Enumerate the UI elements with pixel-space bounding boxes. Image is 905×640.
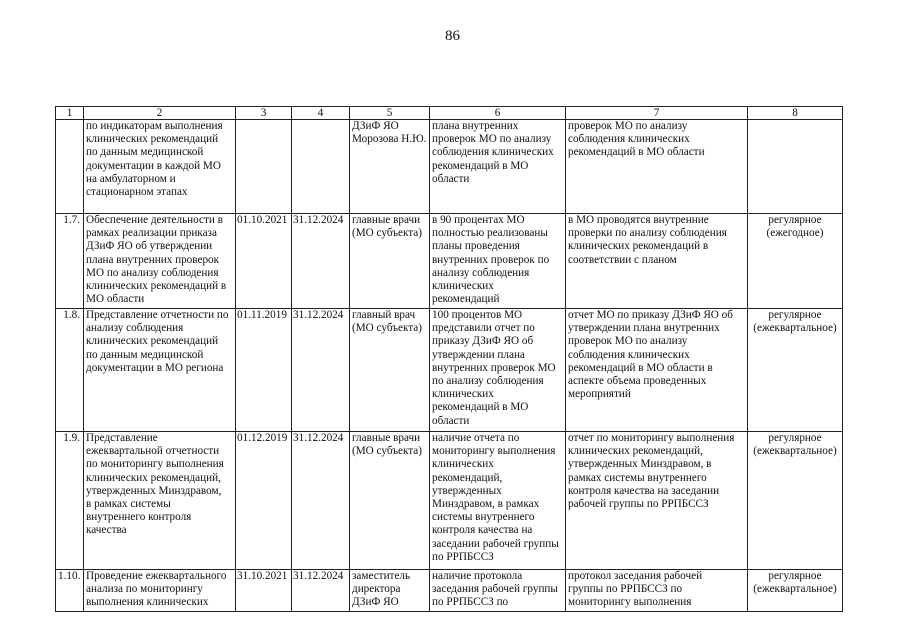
- indicator-cell: плана внутренних проверок МО по анализу соблюдения клинических рекомендаций в МО области: [430, 120, 566, 214]
- start-date-cell: 01.10.2021: [236, 214, 292, 309]
- result-cell: в МО проводятся внутренние проверки по анализу соблюдения клинических рекомендаций в соответствии с планом: [566, 214, 748, 309]
- responsible-cell: главные врачи (МО субъекта): [350, 214, 430, 309]
- table-row: [56, 309, 843, 432]
- task-cell: Проведение ежеквартального анализа по мониторингу выполнения клинических: [84, 570, 236, 612]
- periodicity-cell: [748, 120, 843, 214]
- task-cell: Обеспечение деятельности в рамках реализации приказа ДЗиФ ЯО об утверждении плана внутренних проверок МО по анализу соблюдения клинических рекомендаций в МО области: [84, 214, 236, 309]
- start-date-cell: 01.11.2019: [236, 309, 292, 432]
- column-header: 2: [84, 107, 236, 120]
- column-header: 8: [748, 107, 843, 120]
- result-cell: протокол заседания рабочей группы по РРПБССЗ по мониторингу выполнения: [566, 570, 748, 612]
- result-cell: отчет МО по приказу ДЗиФ ЯО об утверждении плана внутренних проверок МО по анализу соблюдения клинических рекомендаций в МО области в аспекте объема проведенных мероприятий: [566, 309, 748, 432]
- column-header: 6: [430, 107, 566, 120]
- periodicity-cell: регулярное (ежеквартальное): [748, 432, 843, 570]
- indicator-cell: 100 процентов МО представили отчет по приказу ДЗиФ ЯО об утверждении плана внутренних проверок МО по анализу соблюдения клинических рекомендаций в МО области: [430, 309, 566, 432]
- result-cell: проверок МО по анализу соблюдения клинических рекомендаций в МО области: [566, 120, 748, 214]
- responsible-cell: заместитель директора ДЗиФ ЯО: [350, 570, 430, 612]
- table-row: [56, 214, 843, 309]
- periodicity-cell: регулярное (ежегодное): [748, 214, 843, 309]
- end-date-cell: [292, 120, 350, 214]
- table-row: [56, 120, 843, 214]
- end-date-cell: 31.12.2024: [292, 214, 350, 309]
- row-number: [56, 120, 84, 214]
- row-number: 1.9.: [56, 432, 84, 570]
- indicator-cell: наличие протокола заседания рабочей группы по РРПБССЗ по: [430, 570, 566, 612]
- responsible-cell: ДЗиФ ЯО Морозова Н.Ю.: [350, 120, 430, 214]
- responsible-cell: главный врач (МО субъекта): [350, 309, 430, 432]
- task-cell: Представление отчетности по анализу соблюдения клинических рекомендаций по данным медицинской документации в МО региона: [84, 309, 236, 432]
- task-cell: Представление ежеквартальной отчетности по мониторингу выполнения клинических рекомендаций, утвержденных Минздравом, в рамках системы внутреннего контроля качества: [84, 432, 236, 570]
- row-number: 1.8.: [56, 309, 84, 432]
- page-number: 86: [445, 28, 460, 44]
- table-row: [56, 570, 843, 612]
- responsible-cell: главные врачи (МО субъекта): [350, 432, 430, 570]
- start-date-cell: 31.10.2021: [236, 570, 292, 612]
- end-date-cell: 31.12.2024: [292, 432, 350, 570]
- column-number-row: [56, 107, 843, 120]
- column-header: 5: [350, 107, 430, 120]
- column-header: 1: [56, 107, 84, 120]
- task-cell: по индикаторам выполнения клинических рекомендаций по данным медицинской документации в каждой МО на амбулаторном и стационарном этапах: [84, 120, 236, 214]
- indicator-cell: наличие отчета по мониторингу выполнения клинических рекомендаций, утвержденных Минздравом, в рамках системы внутреннего контроля качества на заседании рабочей группы по РРПБССЗ: [430, 432, 566, 570]
- end-date-cell: 31.12.2024: [292, 309, 350, 432]
- periodicity-cell: регулярное (ежеквартальное): [748, 570, 843, 612]
- indicator-cell: в 90 процентах МО полностью реализованы планы проведения внутренних проверок по анализу соблюдения клинических рекомендаций: [430, 214, 566, 309]
- column-header: 3: [236, 107, 292, 120]
- periodicity-cell: регулярное (ежеквартальное): [748, 309, 843, 432]
- column-header: 4: [292, 107, 350, 120]
- end-date-cell: 31.12.2024: [292, 570, 350, 612]
- start-date-cell: [236, 120, 292, 214]
- result-cell: отчет по мониторингу выполнения клинических рекомендаций, утвержденных Минздравом, в рамках системы внутреннего контроля качества на заседании рабочей группы по РРПБССЗ: [566, 432, 748, 570]
- plan-table: [55, 106, 843, 612]
- start-date-cell: 01.12.2019: [236, 432, 292, 570]
- column-header: 7: [566, 107, 748, 120]
- table-row: [56, 432, 843, 570]
- row-number: 1.10.: [56, 570, 84, 612]
- row-number: 1.7.: [56, 214, 84, 309]
